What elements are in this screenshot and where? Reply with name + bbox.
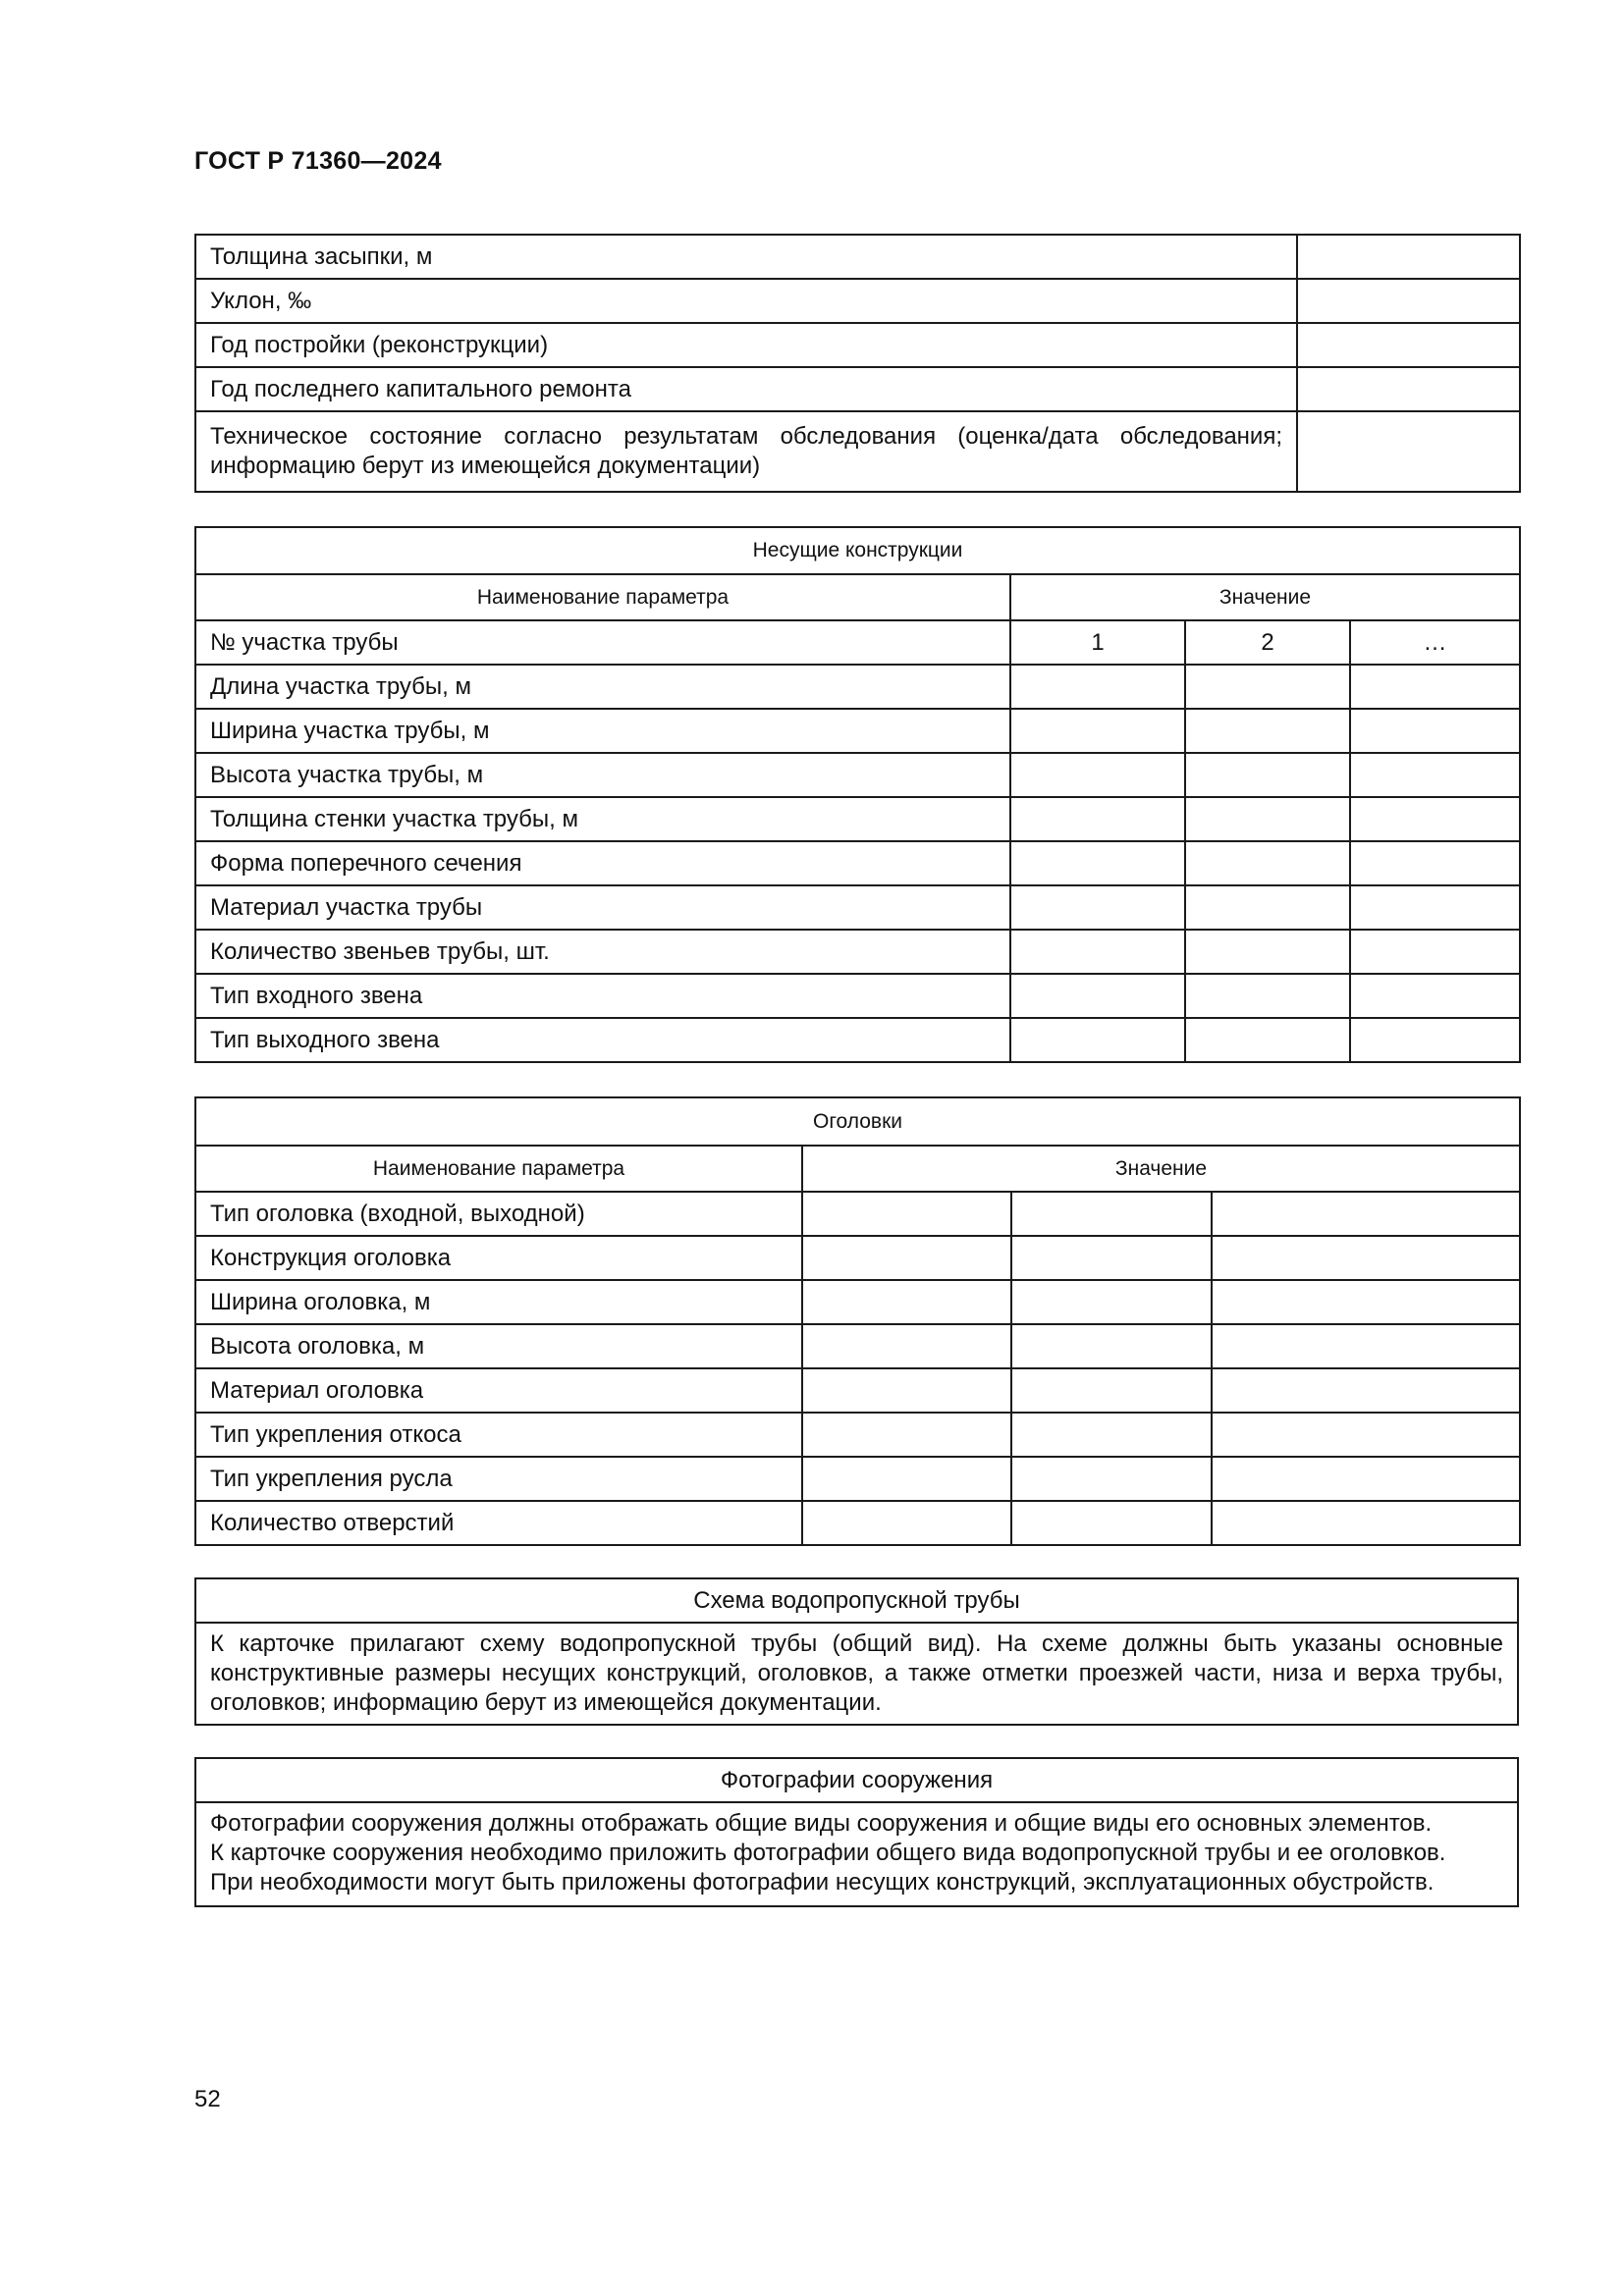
table-row: [195, 797, 1520, 841]
table-row: [195, 323, 1520, 367]
table-header-row: [195, 574, 1520, 620]
parameter-label: Техническое состояние согласно результатам обследования (оценка/дата обследования; информацию берут из имеющейся документации): [195, 411, 1297, 492]
parameter-label: Материал участка трубы: [195, 885, 1010, 930]
table-row: [195, 620, 1520, 665]
table-row: [195, 709, 1520, 753]
value-cell[interactable]: [1297, 279, 1520, 323]
table-row: [195, 1324, 1520, 1368]
value-cell[interactable]: [1185, 974, 1350, 1018]
value-cell[interactable]: [1010, 753, 1185, 797]
value-cell[interactable]: [1185, 1018, 1350, 1062]
value-cell[interactable]: [1212, 1501, 1520, 1545]
table-row: [195, 930, 1520, 974]
parameter-label: Тип выходного звена: [195, 1018, 1010, 1062]
column-header-param: Наименование параметра: [195, 1146, 802, 1192]
parameter-label: Тип укрепления откоса: [195, 1413, 802, 1457]
value-cell[interactable]: [1185, 665, 1350, 709]
table-row: [195, 1236, 1520, 1280]
headwalls-table: [194, 1096, 1521, 1546]
value-cell[interactable]: [1011, 1236, 1212, 1280]
value-cell[interactable]: [1212, 1280, 1520, 1324]
value-cell[interactable]: [1010, 709, 1185, 753]
value-cell[interactable]: [1010, 665, 1185, 709]
parameter-label: Тип укрепления русла: [195, 1457, 802, 1501]
table-title-row: [195, 1578, 1518, 1623]
parameter-label: Толщина стенки участка трубы, м: [195, 797, 1010, 841]
section-number: 1: [1010, 620, 1185, 665]
table-row: [195, 1018, 1520, 1062]
column-header-value: Значение: [802, 1146, 1520, 1192]
load-bearing-table: [194, 526, 1521, 1063]
value-cell[interactable]: [1010, 841, 1185, 885]
photos-table: [194, 1757, 1519, 1907]
table-row: [195, 885, 1520, 930]
table-title-row: [195, 1097, 1520, 1146]
value-cell[interactable]: [802, 1280, 1011, 1324]
value-cell[interactable]: [1350, 930, 1520, 974]
value-cell[interactable]: [1011, 1501, 1212, 1545]
table-row: [195, 753, 1520, 797]
value-cell[interactable]: [1011, 1413, 1212, 1457]
document-header: ГОСТ Р 71360—2024: [194, 147, 442, 175]
table-title-row: [195, 1758, 1518, 1802]
value-cell[interactable]: [1185, 841, 1350, 885]
table-row: [195, 279, 1520, 323]
value-cell[interactable]: [1010, 885, 1185, 930]
parameter-label: Уклон, ‰: [195, 279, 1297, 323]
table-row: [195, 1192, 1520, 1236]
value-cell[interactable]: [1010, 974, 1185, 1018]
parameter-label: Тип оголовка (входной, выходной): [195, 1192, 802, 1236]
value-cell[interactable]: [1011, 1457, 1212, 1501]
section-number: 2: [1185, 620, 1350, 665]
parameter-label: Количество звеньев трубы, шт.: [195, 930, 1010, 974]
table-row: [195, 1623, 1518, 1725]
parameter-label: Высота участка трубы, м: [195, 753, 1010, 797]
table-row: [195, 1368, 1520, 1413]
value-cell[interactable]: [802, 1236, 1011, 1280]
value-cell[interactable]: [802, 1368, 1011, 1413]
table-row: [195, 235, 1520, 279]
value-cell[interactable]: [1011, 1368, 1212, 1413]
table-header-row: [195, 1146, 1520, 1192]
parameter-label: Ширина оголовка, м: [195, 1280, 802, 1324]
table-row: [195, 1501, 1520, 1545]
value-cell[interactable]: [1297, 323, 1520, 367]
section-number: …: [1350, 620, 1520, 665]
value-cell[interactable]: [1212, 1236, 1520, 1280]
table-title: Оголовки: [195, 1097, 1520, 1146]
value-cell[interactable]: [1350, 753, 1520, 797]
table-row: [195, 1280, 1520, 1324]
column-header-value: Значение: [1010, 574, 1520, 620]
value-cell[interactable]: [802, 1457, 1011, 1501]
photos-line: При необходимости могут быть приложены фотографии несущих конструкций, эксплуатационных обустройств.: [210, 1869, 1435, 1896]
value-cell[interactable]: [1010, 1018, 1185, 1062]
parameter-label: Конструкция оголовка: [195, 1236, 802, 1280]
value-cell[interactable]: [1011, 1192, 1212, 1236]
value-cell[interactable]: [1350, 1018, 1520, 1062]
value-cell[interactable]: [1297, 411, 1520, 492]
photos-line: К карточке сооружения необходимо приложить фотографии общего вида водопропускной трубы и ее оголовков.: [210, 1840, 1446, 1866]
table-row: [195, 1413, 1520, 1457]
table-row: [195, 974, 1520, 1018]
table-title-row: [195, 527, 1520, 574]
value-cell[interactable]: [1350, 974, 1520, 1018]
parameter-label: Форма поперечного сечения: [195, 841, 1010, 885]
value-cell[interactable]: [1011, 1324, 1212, 1368]
table-title: Фотографии сооружения: [195, 1758, 1518, 1802]
value-cell[interactable]: [1185, 930, 1350, 974]
table-row: [195, 1457, 1520, 1501]
value-cell[interactable]: [1010, 797, 1185, 841]
value-cell[interactable]: [1010, 930, 1185, 974]
parameter-label: Год последнего капитального ремонта: [195, 367, 1297, 411]
scheme-description: К карточке прилагают схему водопропускной трубы (общий вид). На схеме должны быть указаны основные конструктивные размеры несущих конструкций, оголовков, а также отметки проезжей части, низа и верха трубы, оголовков; информацию берут из имеющейся документации.: [195, 1623, 1518, 1725]
value-cell[interactable]: [802, 1501, 1011, 1545]
photos-line: Фотографии сооружения должны отображать общие виды сооружения и общие виды его основных элементов.: [210, 1810, 1433, 1837]
value-cell[interactable]: [1350, 709, 1520, 753]
value-cell[interactable]: [1185, 753, 1350, 797]
value-cell[interactable]: [1212, 1457, 1520, 1501]
general-parameters-table: [194, 234, 1521, 493]
value-cell[interactable]: [1297, 367, 1520, 411]
value-cell[interactable]: [1350, 885, 1520, 930]
value-cell[interactable]: [1212, 1368, 1520, 1413]
table-title: Несущие конструкции: [195, 527, 1520, 574]
table-row: [195, 367, 1520, 411]
value-cell[interactable]: [1350, 665, 1520, 709]
parameter-label: Материал оголовка: [195, 1368, 802, 1413]
parameter-label: № участка трубы: [195, 620, 1010, 665]
value-cell[interactable]: [1185, 885, 1350, 930]
page-number: 52: [194, 2086, 221, 2112]
table-row: [195, 841, 1520, 885]
parameter-label: Год постройки (реконструкции): [195, 323, 1297, 367]
parameter-label: Толщина засыпки, м: [195, 235, 1297, 279]
parameter-label: Ширина участка трубы, м: [195, 709, 1010, 753]
value-cell[interactable]: [802, 1413, 1011, 1457]
value-cell[interactable]: [1350, 797, 1520, 841]
table-row: [195, 1802, 1518, 1906]
value-cell[interactable]: [1011, 1280, 1212, 1324]
value-cell[interactable]: [1185, 709, 1350, 753]
parameter-label: Высота оголовка, м: [195, 1324, 802, 1368]
scheme-table: [194, 1577, 1519, 1726]
value-cell[interactable]: [1212, 1413, 1520, 1457]
table-row: [195, 665, 1520, 709]
table-row: [195, 411, 1520, 492]
value-cell[interactable]: [1297, 235, 1520, 279]
value-cell[interactable]: [1212, 1192, 1520, 1236]
value-cell[interactable]: [802, 1324, 1011, 1368]
parameter-label: Длина участка трубы, м: [195, 665, 1010, 709]
value-cell[interactable]: [1212, 1324, 1520, 1368]
photos-description: [195, 1802, 1518, 1906]
table-title: Схема водопропускной трубы: [195, 1578, 1518, 1623]
parameter-label: Тип входного звена: [195, 974, 1010, 1018]
value-cell[interactable]: [1350, 841, 1520, 885]
parameter-label: Количество отверстий: [195, 1501, 802, 1545]
value-cell[interactable]: [1185, 797, 1350, 841]
column-header-param: Наименование параметра: [195, 574, 1010, 620]
value-cell[interactable]: [802, 1192, 1011, 1236]
